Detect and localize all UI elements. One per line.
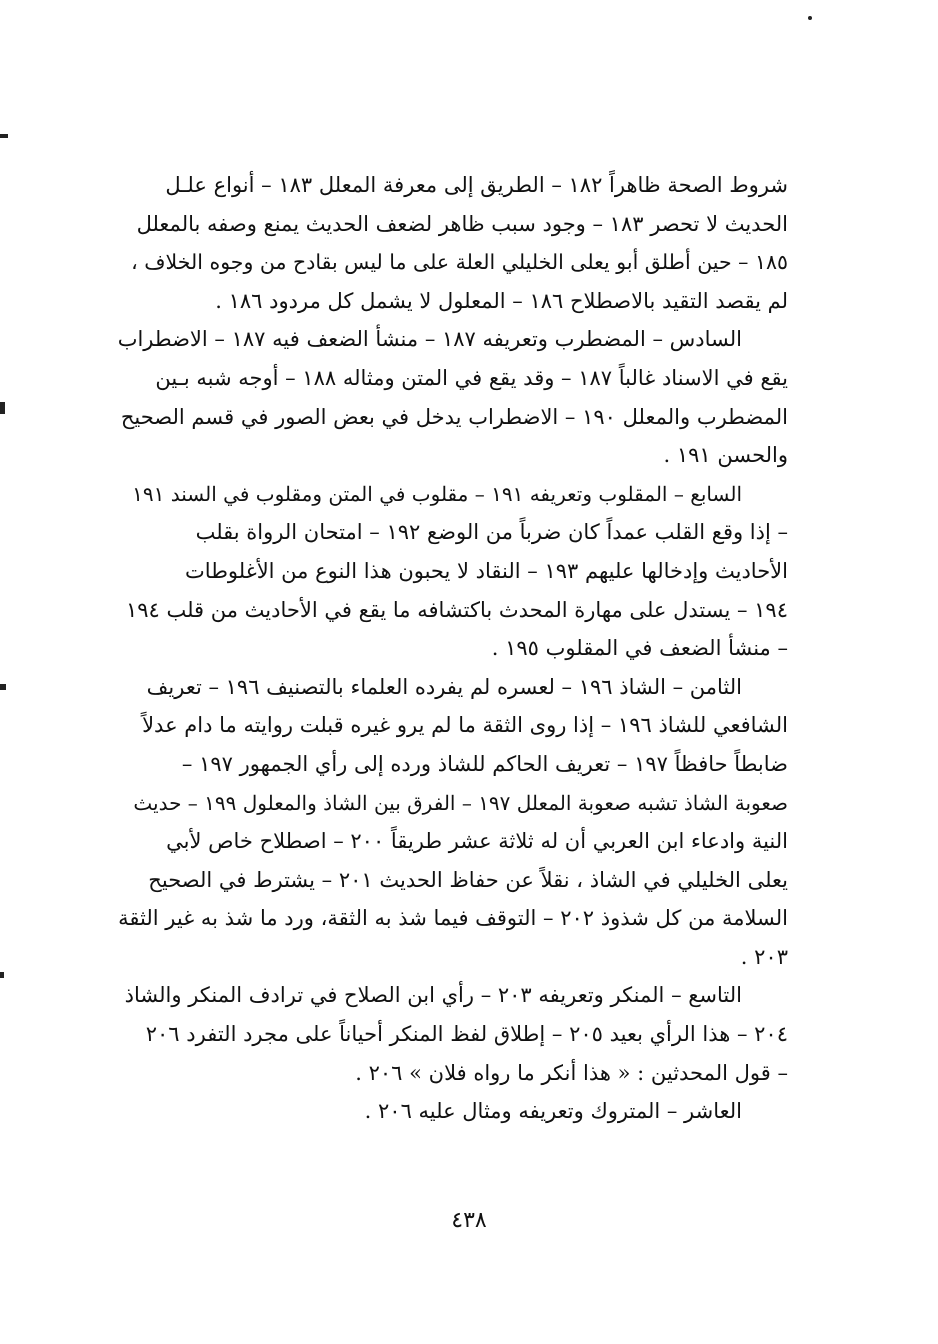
text-line: الشافعي للشاذ ١٩٦ – إذا روى الثقة ما لم يرو غيره قبلت روايته ما دام عدلاً bbox=[142, 713, 788, 738]
text-line: ٢٠٤ – هذا الرأي بعيد ٢٠٥ – إطلاق لفظ المنكر أحياناً على مجرد التفرد ٢٠٦ bbox=[145, 1022, 788, 1047]
page-number: ٤٣٨ bbox=[451, 1208, 487, 1233]
scan-mark bbox=[0, 134, 8, 138]
text-line: السادس – المضطرب وتعريفه ١٨٧ – منشأ الضعف فيه ١٨٧ – الاضطراب bbox=[117, 327, 742, 352]
text-line: ضابطاً حافظاً ١٩٧ – تعريف الحاكم للشاذ ورده إلى رأي الجمهور ١٩٧ – bbox=[181, 751, 788, 776]
text-line: يقع في الاسناد غالباً ١٨٧ – وقد يقع في المتن ومثاله ١٨٨ – أوجه شبه بـين bbox=[155, 365, 788, 390]
text-line: النية وادعاء ابن العربي أن له ثلاثة عشر طريقاً ٢٠٠ – اصطلاح خاص لأبي bbox=[166, 829, 788, 854]
text-line: والحسن ١٩١ . bbox=[663, 443, 788, 468]
text-line: الثامن – الشاذ ١٩٦ – لعسره لم يفرده العلماء بالتصنيف ١٩٦ – تعريف bbox=[146, 674, 742, 699]
text-line: الأحاديث وإدخالها عليهم ١٩٣ – النقاد لا يحبون هذا النوع من الأغلوطات bbox=[185, 558, 788, 583]
text-line: ٢٠٣ . bbox=[740, 944, 788, 969]
text-line: التاسع – المنكر وتعريفه ٢٠٣ – رأي ابن الصلاح في ترادف المنكر والشاذ bbox=[124, 983, 742, 1008]
text-line: السلامة من كل شذوذ ٢٠٢ – التوقف فيما شذ به الثقة، ورد ما شذ به غير الثقة bbox=[118, 906, 788, 931]
text-line: السابع – المقلوب وتعريفه ١٩١ – مقلوب في المتن ومقلوب في السند ١٩١ bbox=[132, 481, 742, 506]
scan-mark bbox=[808, 16, 812, 20]
text-line: شروط الصحة ظاهراً ١٨٢ – الطريق إلى معرفة المعلل ١٨٣ – أنواع علـل bbox=[165, 173, 788, 197]
text-line: يعلى الخليلي في الشاذ ، نقلاً عن حفاظ الحديث ٢٠١ – يشترط في الصحيح bbox=[148, 867, 788, 892]
text-line: – قول المحدثين : « هذا أنكر ما رواه فلان » ٢٠٦ . bbox=[355, 1060, 788, 1085]
index-text bbox=[118, 166, 788, 1131]
text-line: – منشأ الضعف في المقلوب ١٩٥ . bbox=[491, 636, 788, 661]
text-line: لم يقصد التقيد بالاصطلاح ١٨٦ – المعلول لا يشمل كل مردود ١٨٦ . bbox=[215, 288, 788, 313]
text-line: الحديث لا تحصر ١٨٣ – وجود سبب ظاهر لضعف الحديث يمنع وصفه بالمعلل bbox=[136, 211, 788, 236]
text-line: ١٩٤ – يستدل على مهارة المحدث باكتشافه ما يقع في الأحاديث من قلب ١٩٤ bbox=[125, 597, 788, 622]
scan-mark bbox=[0, 972, 4, 978]
text-line: صعوبة الشاذ تشبه صعوبة المعلل ١٩٧ – الفرق بين الشاذ والمعلول ١٩٩ – حديث bbox=[133, 790, 788, 815]
text-line: ١٨٥ – حين أطلق أبو يعلى الخليلي العلة على ما ليس بقادح من وجوه الخلاف ، bbox=[131, 250, 788, 275]
scan-mark bbox=[0, 402, 5, 414]
text-line: المضطرب والمعلل ١٩٠ – الاضطراب يدخل في بعض الصور في قسم الصحيح bbox=[120, 404, 788, 429]
scan-mark bbox=[0, 684, 6, 690]
text-line: العاشر – المتروك وتعريفه ومثال عليه ٢٠٦ . bbox=[364, 1099, 742, 1124]
text-line: – إذا وقع القلب عمداً كان ضرباً من الوضع ١٩٢ – امتحان الرواة بقلب bbox=[195, 520, 788, 545]
